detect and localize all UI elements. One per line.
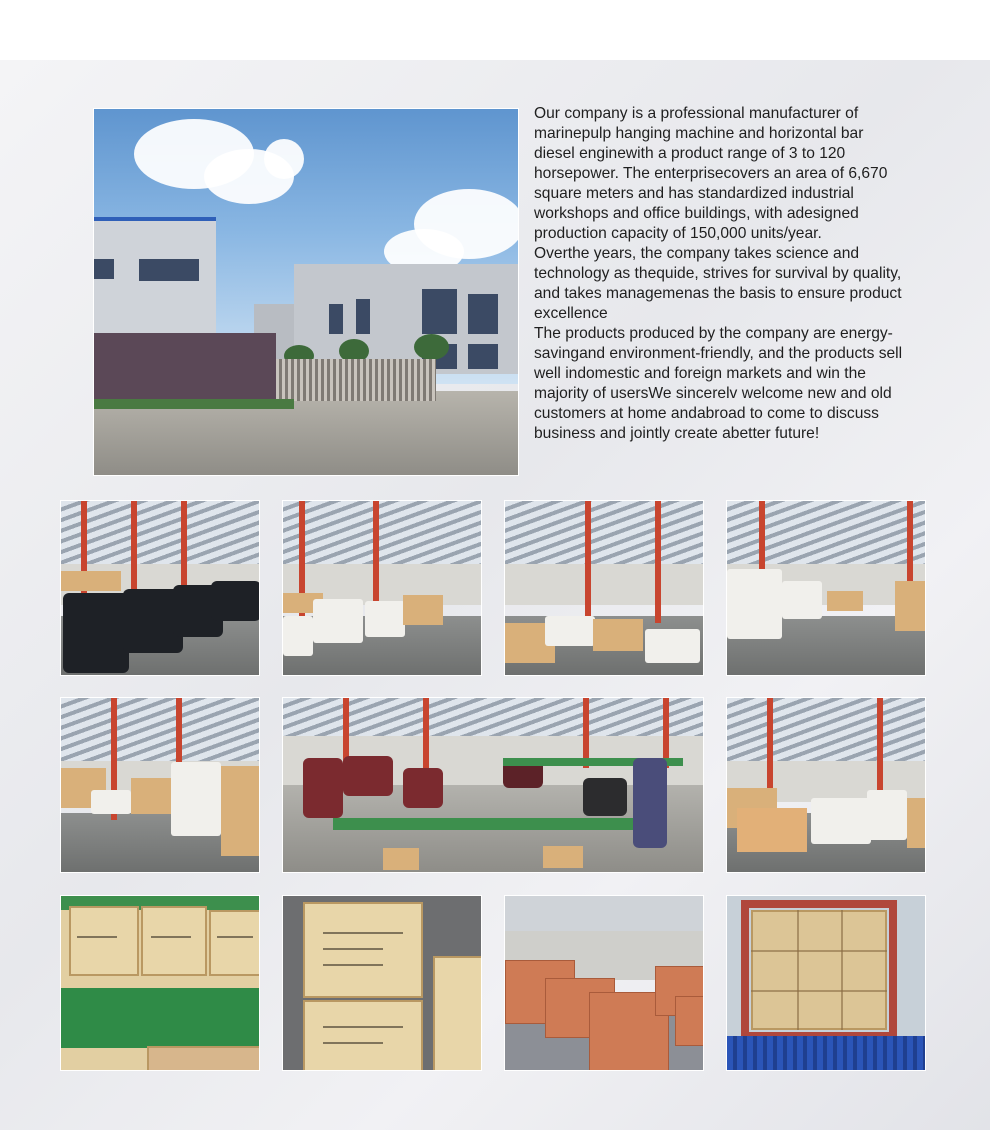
warehouse-stock-photo-2 <box>504 500 704 676</box>
warehouse-aisle-photo <box>726 500 926 676</box>
warehouse-boxes-photo <box>726 697 926 873</box>
container-loading-photo <box>726 895 926 1071</box>
warehouse-stock-photo-3 <box>60 697 260 873</box>
crates-green-stack-photo <box>60 895 260 1071</box>
intro-paragraph-3: The products produced by the company are energy-savingand environment-friendly, and the products sell well indomestic and foreign markets and win the majority of usersWe sincerelv welcome new and old customers at home andabroad to come to discuss business and jointly create abetter future! <box>534 325 903 442</box>
orange-cartons-photo <box>504 895 704 1071</box>
factory-building-photo <box>93 108 519 476</box>
intro-paragraph-2: Overthe years, the company takes science and technology as thequide, strives for survival by quality, and takes managemenas the basis to ensure product excellence <box>534 245 902 322</box>
engine-assembly-loop-photo <box>282 697 704 873</box>
assembly-line-engines-photo <box>60 500 260 676</box>
warehouse-stock-photo-1 <box>282 500 482 676</box>
diesel-engine-crates-photo <box>282 895 482 1071</box>
intro-paragraph-1: Our company is a professional manufacturer of marinepulp hanging machine and horizontal bar diesel enginewith a product range of 3 to 120 horsepower. The enterprisecovers an area of 6,670 square meters and has standardized industrial workshops and office buildings, with adesigned production capacity of 150,000 units/year. <box>534 105 888 242</box>
company-intro-text <box>534 104 904 444</box>
